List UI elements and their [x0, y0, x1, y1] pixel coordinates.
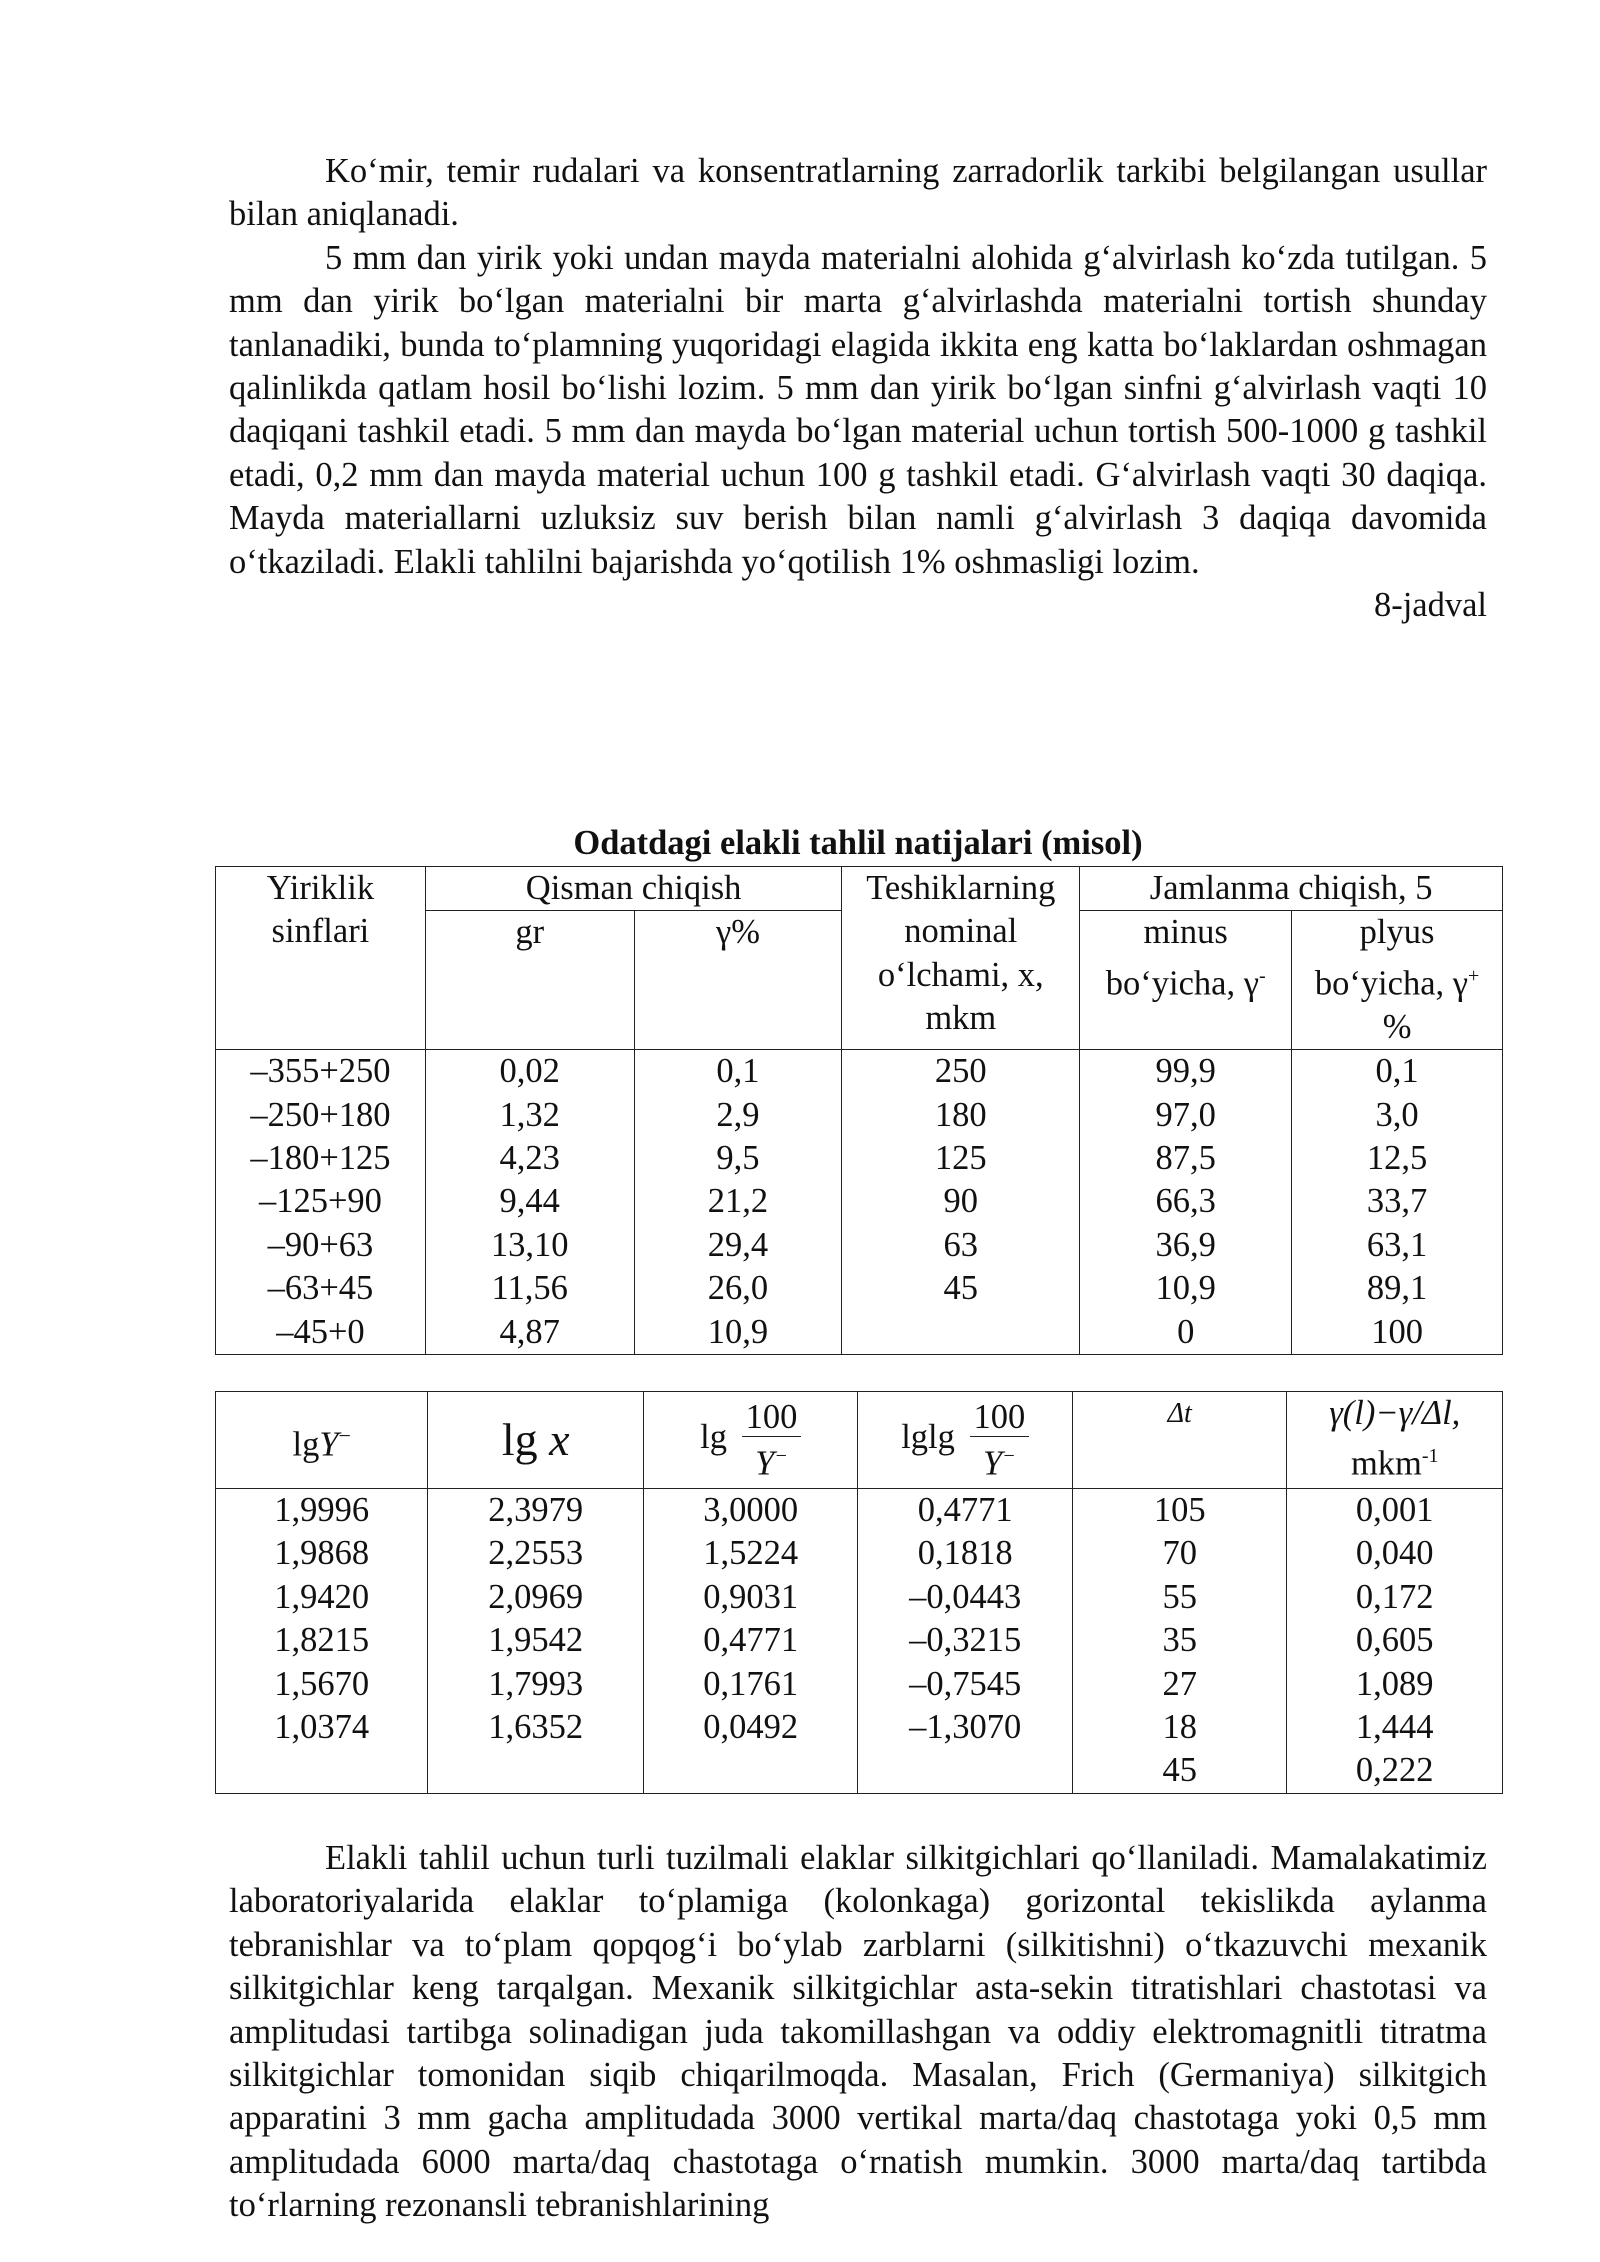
table1-cell — [842, 1311, 1080, 1355]
header-minus-label: minus bo‘yicha, γ — [1105, 913, 1259, 1003]
paragraph-sieving-rules: 5 mm dan yirik yoki undan mayda materialni alohida g‘alvirlash ko‘zda tutilgan. 5 mm dan yirik bo‘lgan materialni bir marta g‘alvirlashda materialni tortish shunday tanlanadiki, bunda to‘plamning yuqoridagi elagida ikkita eng katta bo‘laklardan oshmagan qalinlikda qatlam hosil bo‘lishi lozim. 5 mm dan yirik bo‘lgan sinfni g‘alvirlash vaqti 10 daqiqani tashkil etadi. 5 mm dan mayda bo‘lgan material uchun tortish 500-1000 g tashkil etadi, 0,2 mm dan mayda material uchun 100 g tashkil etadi. G‘alvirlash vaqti 30 daqiqa. Mayda materiallarni uzluksiz suv berish bilan namli g‘alvirlash 3 daqiqa davomida o‘tkaziladi. Elakli tahlilni bajarishda yo‘qotilish 1% oshmasligi lozim. — [229, 238, 1487, 581]
h3-lg: lg — [700, 1417, 727, 1456]
table2-cell: –0,3215 — [858, 1619, 1073, 1662]
header-plus-sup: + — [1468, 964, 1480, 987]
table1-cell: 97,0 — [1080, 1094, 1292, 1137]
table1-cell: 0,1 — [1292, 1050, 1503, 1094]
table2-cell: 1,5224 — [643, 1532, 858, 1575]
sieve-analysis-table — [215, 866, 1503, 1355]
h4-lglg: lglg — [901, 1417, 955, 1456]
table1-cell: 4,87 — [425, 1311, 634, 1355]
table1-cell: 0 — [1080, 1311, 1292, 1355]
header-gamma-percent: γ% — [634, 911, 842, 1050]
table2-cell: –0,0443 — [858, 1576, 1073, 1619]
document-page — [229, 150, 1487, 2225]
table2-cell: 0,1818 — [858, 1532, 1073, 1575]
h4-fraction — [970, 1398, 1030, 1483]
table1-cell: 0,02 — [425, 1050, 634, 1094]
table1-cell: 3,0 — [1292, 1094, 1503, 1137]
table2-cell: 1,9868 — [216, 1532, 428, 1575]
table2-cell: 1,9420 — [216, 1576, 428, 1619]
header-plus-unit: % — [1382, 1007, 1412, 1046]
table-row — [216, 1267, 1503, 1310]
table1-cell: 89,1 — [1292, 1267, 1503, 1310]
table1-cell: –180+125 — [216, 1137, 426, 1180]
header-minus — [1080, 911, 1292, 1050]
table2-cell: 1,8215 — [216, 1619, 428, 1662]
table2-cell: 55 — [1072, 1576, 1287, 1619]
table1-cell: 1,32 — [425, 1094, 634, 1137]
table1-cell: 10,9 — [634, 1311, 842, 1355]
table-row — [216, 1576, 1503, 1619]
table-row — [216, 1532, 1503, 1575]
h2-lg: lg — [501, 1414, 538, 1466]
table-row — [216, 1749, 1503, 1793]
h3-fraction — [742, 1398, 802, 1483]
header-minus-sup: - — [1258, 964, 1266, 987]
table1-cell: –90+63 — [216, 1224, 426, 1267]
header-partial-yield: Qisman chiqish — [425, 867, 842, 911]
table1-cell: 99,9 — [1080, 1050, 1292, 1094]
table2-cell: –0,7545 — [858, 1663, 1073, 1706]
table-row — [216, 1663, 1503, 1706]
table2-cell: 1,9542 — [428, 1619, 644, 1662]
table2-cell: 35 — [1072, 1619, 1287, 1662]
table2-cell — [428, 1749, 644, 1793]
table1-cell: 2,9 — [634, 1094, 842, 1137]
table1-cell: 29,4 — [634, 1224, 842, 1267]
header-lg-Y-minus — [216, 1392, 428, 1489]
table2-cell: 0,1761 — [643, 1663, 858, 1706]
header-delta-t: Δt — [1072, 1392, 1287, 1489]
table2-header-row — [216, 1392, 1503, 1489]
table2-cell: 105 — [1072, 1489, 1287, 1533]
table2-cell: 1,7993 — [428, 1663, 644, 1706]
table-header-row — [216, 867, 1503, 911]
h4-numerator: 100 — [970, 1398, 1030, 1437]
table1-cell: 9,5 — [634, 1137, 842, 1180]
table1-cell: 4,23 — [425, 1137, 634, 1180]
table1-cell: 36,9 — [1080, 1224, 1292, 1267]
table2-cell: 2,2553 — [428, 1532, 644, 1575]
h6-expression: γ(l)−γ/Δl, — [1329, 1394, 1461, 1432]
table2-cell: 0,4771 — [643, 1619, 858, 1662]
h3-numerator: 100 — [742, 1398, 802, 1437]
table2-cell: 2,3979 — [428, 1489, 644, 1533]
table2-cell: 18 — [1072, 1706, 1287, 1749]
table1-cell: –63+45 — [216, 1267, 426, 1310]
table1-cell: 250 — [842, 1050, 1080, 1094]
table1-cell: 10,9 — [1080, 1267, 1292, 1310]
table2-cell: 1,444 — [1287, 1706, 1503, 1749]
table2-cell: 0,001 — [1287, 1489, 1503, 1533]
table1-cell: 9,44 — [425, 1180, 634, 1223]
header-lglg-100-over-Y — [858, 1392, 1073, 1489]
table2-cell: 1,6352 — [428, 1706, 644, 1749]
table1-cell: 63 — [842, 1224, 1080, 1267]
table2-cell: 2,0969 — [428, 1576, 644, 1619]
table1-cell: 21,2 — [634, 1180, 842, 1223]
table2-cell — [643, 1749, 858, 1793]
table1-cell: 11,56 — [425, 1267, 634, 1310]
table-row — [216, 1619, 1503, 1662]
table2-cell: 70 — [1072, 1532, 1287, 1575]
table1-cell: –250+180 — [216, 1094, 426, 1137]
table2-cell: –1,3070 — [858, 1706, 1073, 1749]
table2-cell: 0,9031 — [643, 1576, 858, 1619]
table1-cell: 180 — [842, 1094, 1080, 1137]
table2-cell: 0,172 — [1287, 1576, 1503, 1619]
table2-cell: 1,9996 — [216, 1489, 428, 1533]
table-row — [216, 1050, 1503, 1094]
table1-cell: 125 — [842, 1137, 1080, 1180]
table-row — [216, 1137, 1503, 1180]
table1-cell: 26,0 — [634, 1267, 842, 1310]
h1-sup: − — [338, 1422, 351, 1448]
table-row — [216, 1224, 1503, 1267]
table-number: 8-jadval — [1373, 586, 1487, 625]
header-plus — [1292, 911, 1503, 1050]
table2-cell: 1,5670 — [216, 1663, 428, 1706]
table1-cell: 12,5 — [1292, 1137, 1503, 1180]
table2-cell: 1,0374 — [216, 1706, 428, 1749]
table2-cell: 0,0492 — [643, 1706, 858, 1749]
h4-den-var: Y — [983, 1444, 1003, 1483]
table2-cell: 45 — [1072, 1749, 1287, 1793]
h2-var: x — [549, 1414, 570, 1466]
table-row — [216, 1706, 1503, 1749]
table2-cell: 0,4771 — [858, 1489, 1073, 1533]
table2-cell: 3,0000 — [643, 1489, 858, 1533]
h1-lg: lg — [292, 1425, 320, 1464]
h3-den-var: Y — [755, 1444, 775, 1483]
table-row — [216, 1311, 1503, 1355]
table-row — [216, 1094, 1503, 1137]
h1-var: Y — [319, 1425, 339, 1464]
h4-den-sup: − — [1002, 1444, 1016, 1467]
h6-unit: mkm — [1350, 1444, 1422, 1483]
header-plus-label: plyus bo‘yicha, γ — [1314, 913, 1469, 1003]
h6-unit-sup: -1 — [1421, 1445, 1439, 1468]
h3-denominator — [742, 1437, 802, 1483]
header-lg-x — [428, 1392, 644, 1489]
table2-cell: 1,089 — [1287, 1663, 1503, 1706]
table1-cell: –125+90 — [216, 1180, 426, 1223]
header-lg-100-over-Y — [643, 1392, 858, 1489]
table-row — [216, 1180, 1503, 1223]
table2-cell: 0,040 — [1287, 1532, 1503, 1575]
paragraph-shakers: Elakli tahlil uchun turli tuzilmali elaklar silkitgichlari qo‘llaniladi. Mamalakatimiz laboratoriyalarida elaklar to‘plamiga (kolonkaga) gorizontal tekislikda aylanma tebranishlar va to‘plam qopqog‘i bo‘ylab zarblarni (silkitishni) o‘tkazuvchi mexanik silkitgichlar keng tarqalgan. Mexanik silkitgichlar asta-sekin titratishlari chastotasi va amplitudasi tartibga solinadigan juda takomillashgan va oddiy elektromagnitli titratma silkitgichlar tomonidan siqib chiqarilmoqda. Masalan, Frich (Germaniya) silkitgich apparatini 3 mm gacha amplitudada 3000 vertikal marta/daq chastotaga yoki 0,5 mm amplitudada 6000 marta/daq chastotaga o‘rnatish mumkin. 3000 marta/daq tartibda to‘rlarning rezonansli tebranishlarining — [229, 1839, 1487, 2225]
header-cumulative-yield: Jamlanma chiqish, 5 — [1080, 867, 1503, 911]
table1-cell: 100 — [1292, 1311, 1503, 1355]
header-grams: gr — [425, 911, 634, 1050]
table1-cell: 87,5 — [1080, 1137, 1292, 1180]
table1-cell: 13,10 — [425, 1224, 634, 1267]
header-size-classes: Yiriklik sinflari — [216, 867, 426, 1050]
table-title: Odatdagi elakli tahlil natijalari (misol) — [573, 824, 1143, 862]
h4-denominator — [970, 1437, 1030, 1483]
header-nominal-size: Teshiklarning nominal o‘lchami, x, mkm — [842, 867, 1080, 1050]
table2-cell — [858, 1749, 1073, 1793]
header-gamma-density — [1287, 1392, 1503, 1489]
table1-cell: –355+250 — [216, 1050, 426, 1094]
table1-cell: –45+0 — [216, 1311, 426, 1355]
h3-den-sup: − — [774, 1444, 788, 1467]
table2-cell: 0,605 — [1287, 1619, 1503, 1662]
table2-cell — [216, 1749, 428, 1793]
log-calculation-table — [215, 1391, 1503, 1794]
table2-cell: 0,222 — [1287, 1749, 1503, 1793]
table1-cell: 45 — [842, 1267, 1080, 1310]
table-row — [216, 1489, 1503, 1533]
paragraph-intro: Ko‘mir, temir rudalari va konsentratlarning zarradorlik tarkibi belgilangan usullar bilan aniqlanadi. — [229, 152, 1487, 234]
table1-cell: 66,3 — [1080, 1180, 1292, 1223]
table1-cell: 90 — [842, 1180, 1080, 1223]
table2-cell: 27 — [1072, 1663, 1287, 1706]
table1-cell: 63,1 — [1292, 1224, 1503, 1267]
table1-cell: 33,7 — [1292, 1180, 1503, 1223]
table1-cell: 0,1 — [634, 1050, 842, 1094]
